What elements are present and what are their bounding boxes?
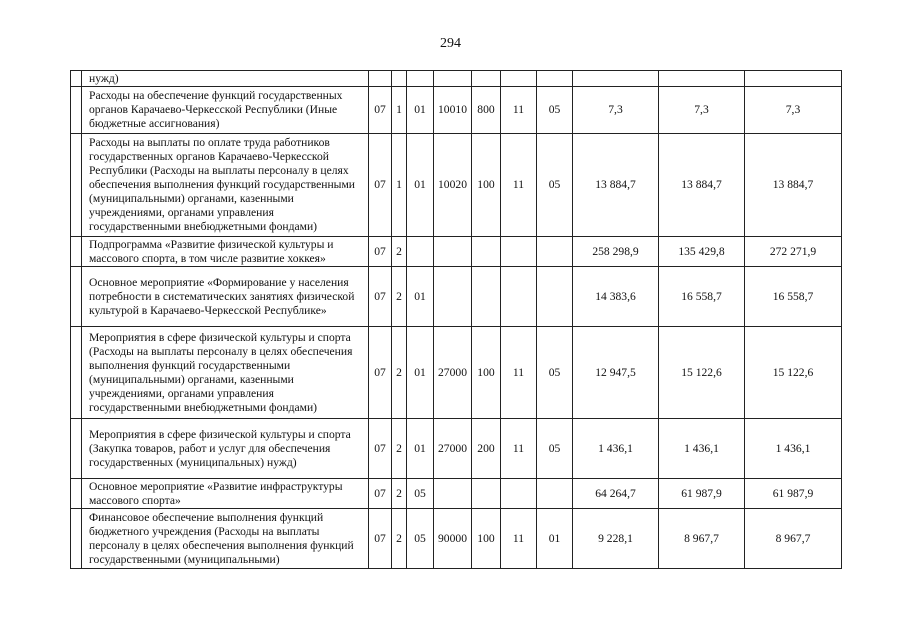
direction-code-cell: 90000 xyxy=(434,509,472,569)
main-event-code-cell xyxy=(407,237,434,267)
row-margin-cell xyxy=(71,87,82,134)
expense-type-cell: 100 xyxy=(472,327,501,419)
direction-code-cell xyxy=(434,71,472,87)
description-cell: Расходы на выплаты по оплате труда работников государственных органов Карачаево-Черкесской Республики (Расходы на выплаты персоналу в целях обеспечения выполнения функций государственными (муниципальными) органами, казенными учреждениями, органами управления государственными внебюджетными фондами) xyxy=(82,134,369,237)
amount-year3-cell xyxy=(745,71,842,87)
program-code-cell: 07 xyxy=(369,419,392,479)
table-body xyxy=(71,71,842,569)
description-cell: Мероприятия в сфере физической культуры и спорта (Расходы на выплаты персоналу в целях обеспечения выполнения функций государственными (муниципальными) органами, казенными учреждениями, органами управления государственными внебюджетными фондами) xyxy=(82,327,369,419)
table-row xyxy=(71,71,842,87)
program-code-cell: 07 xyxy=(369,134,392,237)
subprogram-code-cell: 2 xyxy=(392,479,407,509)
row-margin-cell xyxy=(71,71,82,87)
subprogram-code-cell: 1 xyxy=(392,134,407,237)
program-code-cell: 07 xyxy=(369,509,392,569)
amount-year1-cell: 14 383,6 xyxy=(573,267,659,327)
subsection-code-cell: 05 xyxy=(537,419,573,479)
amount-year1-cell: 258 298,9 xyxy=(573,237,659,267)
direction-code-cell: 27000 xyxy=(434,327,472,419)
table-row xyxy=(71,509,842,569)
subprogram-code-cell: 2 xyxy=(392,327,407,419)
program-code-cell: 07 xyxy=(369,87,392,134)
section-code-cell xyxy=(501,237,537,267)
section-code-cell: 11 xyxy=(501,419,537,479)
description-cell: Мероприятия в сфере физической культуры и спорта (Закупка товаров, работ и услуг для обеспечения государственных (муниципальных) нужд) xyxy=(82,419,369,479)
subprogram-code-cell: 2 xyxy=(392,419,407,479)
subprogram-code-cell: 1 xyxy=(392,87,407,134)
amount-year1-cell: 13 884,7 xyxy=(573,134,659,237)
amount-year3-cell: 13 884,7 xyxy=(745,134,842,237)
row-margin-cell xyxy=(71,267,82,327)
description-cell: Расходы на обеспечение функций государственных органов Карачаево-Черкесской Республики (Иные бюджетные ассигнования) xyxy=(82,87,369,134)
amount-year2-cell: 1 436,1 xyxy=(659,419,745,479)
row-margin-cell xyxy=(71,509,82,569)
amount-year3-cell: 7,3 xyxy=(745,87,842,134)
amount-year2-cell: 7,3 xyxy=(659,87,745,134)
description-cell: нужд) xyxy=(82,71,369,87)
expense-type-cell xyxy=(472,267,501,327)
table-row xyxy=(71,237,842,267)
subprogram-code-cell: 2 xyxy=(392,509,407,569)
main-event-code-cell: 05 xyxy=(407,509,434,569)
subsection-code-cell xyxy=(537,71,573,87)
amount-year2-cell: 61 987,9 xyxy=(659,479,745,509)
amount-year1-cell: 7,3 xyxy=(573,87,659,134)
row-margin-cell xyxy=(71,134,82,237)
amount-year1-cell: 1 436,1 xyxy=(573,419,659,479)
direction-code-cell: 10010 xyxy=(434,87,472,134)
row-margin-cell xyxy=(71,327,82,419)
amount-year2-cell: 13 884,7 xyxy=(659,134,745,237)
program-code-cell: 07 xyxy=(369,267,392,327)
amount-year2-cell: 16 558,7 xyxy=(659,267,745,327)
row-margin-cell xyxy=(71,237,82,267)
main-event-code-cell: 01 xyxy=(407,327,434,419)
amount-year2-cell: 135 429,8 xyxy=(659,237,745,267)
amount-year3-cell: 15 122,6 xyxy=(745,327,842,419)
amount-year1-cell xyxy=(573,71,659,87)
direction-code-cell: 27000 xyxy=(434,419,472,479)
table-row xyxy=(71,479,842,509)
program-code-cell: 07 xyxy=(369,327,392,419)
row-margin-cell xyxy=(71,419,82,479)
subsection-code-cell xyxy=(537,237,573,267)
amount-year3-cell: 16 558,7 xyxy=(745,267,842,327)
program-code-cell xyxy=(369,71,392,87)
program-code-cell: 07 xyxy=(369,479,392,509)
table-row xyxy=(71,87,842,134)
main-event-code-cell: 05 xyxy=(407,479,434,509)
subsection-code-cell: 05 xyxy=(537,87,573,134)
subsection-code-cell xyxy=(537,479,573,509)
subsection-code-cell: 01 xyxy=(537,509,573,569)
program-code-cell: 07 xyxy=(369,237,392,267)
expense-type-cell xyxy=(472,237,501,267)
amount-year2-cell: 15 122,6 xyxy=(659,327,745,419)
subsection-code-cell: 05 xyxy=(537,134,573,237)
direction-code-cell xyxy=(434,267,472,327)
subprogram-code-cell xyxy=(392,71,407,87)
table-row xyxy=(71,419,842,479)
section-code-cell: 11 xyxy=(501,87,537,134)
row-margin-cell xyxy=(71,479,82,509)
section-code-cell xyxy=(501,479,537,509)
expense-type-cell: 100 xyxy=(472,509,501,569)
amount-year2-cell xyxy=(659,71,745,87)
table-row xyxy=(71,327,842,419)
amount-year2-cell: 8 967,7 xyxy=(659,509,745,569)
expense-type-cell xyxy=(472,71,501,87)
expense-type-cell: 100 xyxy=(472,134,501,237)
description-cell: Основное мероприятие «Формирование у населения потребности в систематических занятиях физической культурой в Карачаево-Черкесской Республике» xyxy=(82,267,369,327)
section-code-cell: 11 xyxy=(501,327,537,419)
budget-table xyxy=(70,70,842,569)
amount-year1-cell: 64 264,7 xyxy=(573,479,659,509)
subprogram-code-cell: 2 xyxy=(392,237,407,267)
main-event-code-cell: 01 xyxy=(407,87,434,134)
expense-type-cell: 200 xyxy=(472,419,501,479)
main-event-code-cell: 01 xyxy=(407,267,434,327)
expense-type-cell xyxy=(472,479,501,509)
main-event-code-cell xyxy=(407,71,434,87)
amount-year1-cell: 12 947,5 xyxy=(573,327,659,419)
description-cell: Финансовое обеспечение выполнения функций бюджетного учреждения (Расходы на выплаты персоналу в целях обеспечения выполнения функций государственными (муниципальными) xyxy=(82,509,369,569)
amount-year3-cell: 1 436,1 xyxy=(745,419,842,479)
section-code-cell xyxy=(501,267,537,327)
description-cell: Подпрограмма «Развитие физической культуры и массового спорта, в том числе развитие хоккея» xyxy=(82,237,369,267)
amount-year3-cell: 61 987,9 xyxy=(745,479,842,509)
section-code-cell: 11 xyxy=(501,134,537,237)
description-cell: Основное мероприятие «Развитие инфраструктуры массового спорта» xyxy=(82,479,369,509)
table-row xyxy=(71,134,842,237)
main-event-code-cell: 01 xyxy=(407,419,434,479)
page-number: 294 xyxy=(440,36,461,51)
subprogram-code-cell: 2 xyxy=(392,267,407,327)
table-row xyxy=(71,267,842,327)
amount-year3-cell: 8 967,7 xyxy=(745,509,842,569)
direction-code-cell xyxy=(434,237,472,267)
direction-code-cell: 10020 xyxy=(434,134,472,237)
main-event-code-cell: 01 xyxy=(407,134,434,237)
direction-code-cell xyxy=(434,479,472,509)
section-code-cell xyxy=(501,71,537,87)
section-code-cell: 11 xyxy=(501,509,537,569)
amount-year3-cell: 272 271,9 xyxy=(745,237,842,267)
expense-type-cell: 800 xyxy=(472,87,501,134)
subsection-code-cell xyxy=(537,267,573,327)
subsection-code-cell: 05 xyxy=(537,327,573,419)
amount-year1-cell: 9 228,1 xyxy=(573,509,659,569)
